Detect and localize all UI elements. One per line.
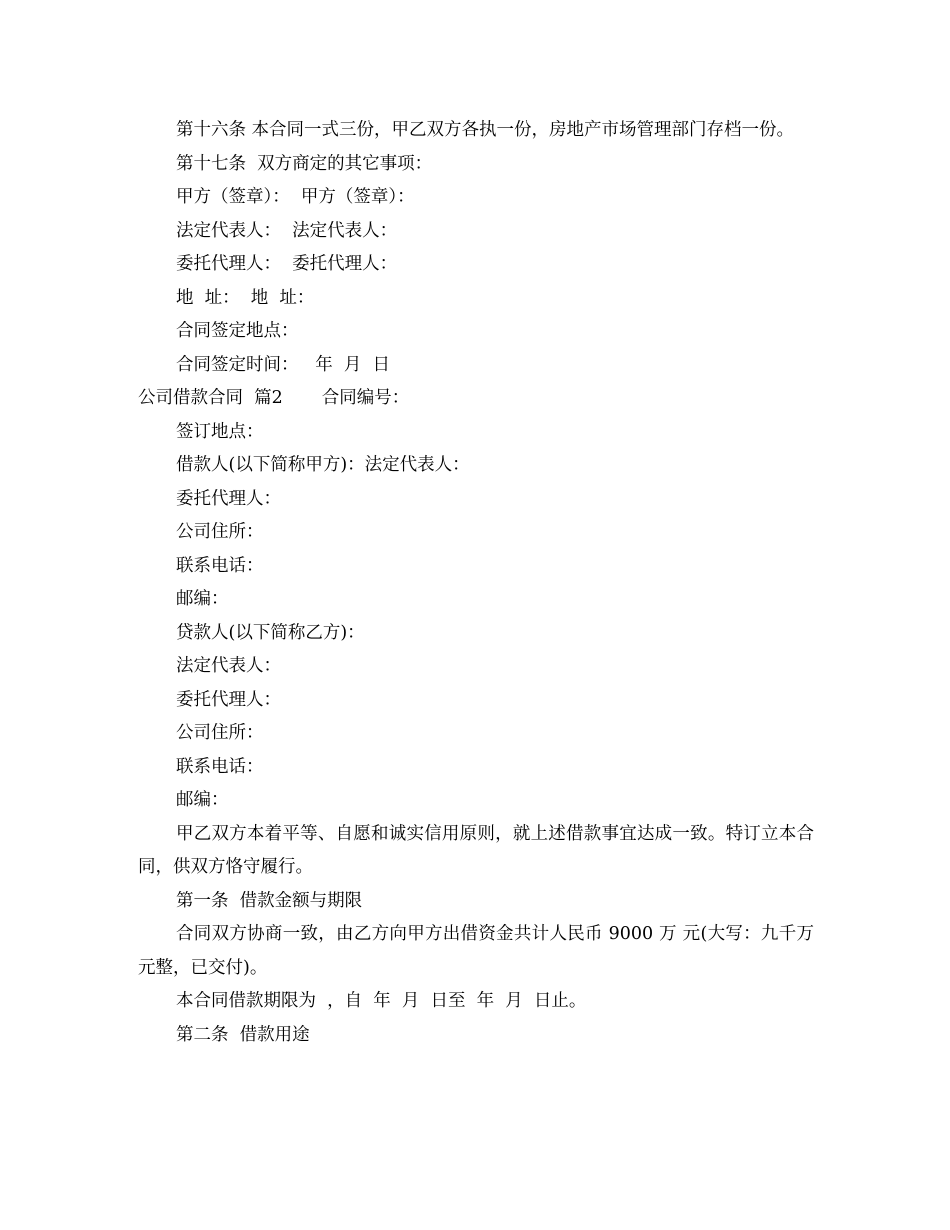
signing-place-line: 合同签定地点： — [176, 321, 299, 341]
article-1-heading: 第一条 借款金额与期限 — [176, 890, 363, 911]
borrower-agent-field: 委托代理人： — [176, 488, 281, 509]
lender-address-field: 公司住所： — [176, 723, 264, 743]
article-2-heading: 第二条 借款用途 — [176, 1024, 310, 1045]
lender-legal-rep-field: 法定代表人： — [176, 656, 281, 676]
signing-date-line: 合同签定时间： 年 月 日 — [176, 354, 390, 375]
lender-agent-field: 委托代理人： — [176, 689, 281, 710]
lender-field: 贷款人(以下简称乙方)： — [176, 622, 365, 643]
address-line: 地 址： 地 址： — [176, 287, 315, 308]
lender-phone-field: 联系电话： — [176, 756, 264, 777]
clause-16: 第十六条 本合同一式三份，甲乙双方各执一份，房地产市场管理部门存档一份。 — [176, 120, 795, 140]
lender-postcode-field: 邮编： — [176, 790, 229, 810]
borrower-address-field: 公司住所： — [176, 522, 264, 542]
authorized-agent-line: 委托代理人： 委托代理人： — [176, 254, 398, 274]
signed-place-field: 签订地点： — [176, 421, 264, 442]
loan-term-paragraph: 本合同借款期限为 ，自 年 月 日至 年 月 日止。 — [176, 991, 587, 1011]
section-heading-contract-2: 公司借款合同 篇2 合同编号： — [138, 388, 410, 408]
borrower-phone-field: 联系电话： — [176, 555, 264, 576]
party-a-seal-line: 甲方（签章）： 甲方（签章）： — [176, 187, 415, 207]
preamble-paragraph: 甲乙双方本着平等、自愿和诚实信用原则，就上述借款事宜达成一致。特订立本合同，供双方恪守履行。 — [138, 823, 814, 877]
loan-amount-paragraph: 合同双方协商一致，由乙方向甲方出借资金共计人民币 9000 万 元(大写：九千万元整，已交付)。 — [138, 924, 814, 978]
legal-representative-line: 法定代表人： 法定代表人： — [176, 220, 398, 241]
borrower-postcode-field: 邮编： — [176, 589, 229, 609]
document-body — [138, 114, 814, 1052]
borrower-field: 借款人(以下简称甲方)：法定代表人： — [176, 455, 470, 475]
clause-17: 第十七条 双方商定的其它事项： — [176, 153, 433, 174]
